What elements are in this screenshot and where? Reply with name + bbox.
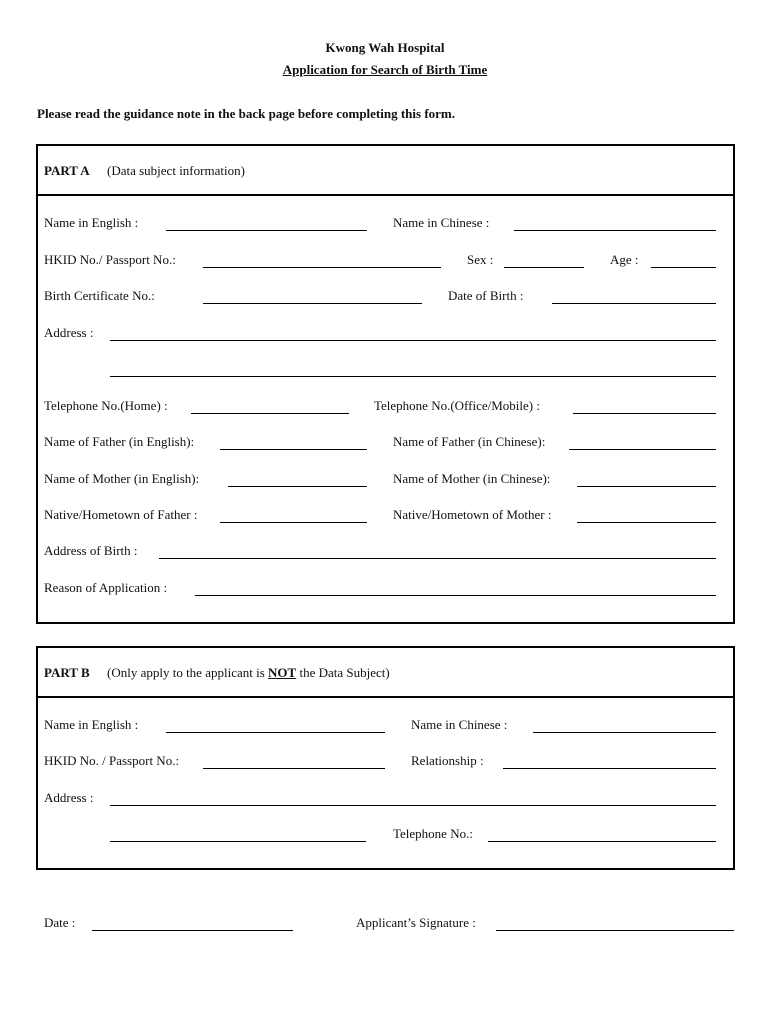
field-father-chinese[interactable]: [569, 449, 716, 450]
label-sex: Sex :: [467, 252, 494, 267]
field-name-english[interactable]: [166, 230, 367, 231]
label-hometown-father: Native/Hometown of Father :: [44, 507, 198, 522]
field-father-english[interactable]: [220, 449, 367, 450]
label-b-name-english: Name in English :: [44, 717, 139, 732]
field-hkid[interactable]: [203, 267, 441, 268]
field-address-line-2[interactable]: [110, 376, 716, 377]
field-b-relationship[interactable]: [503, 768, 716, 769]
label-b-telephone: Telephone No.:: [393, 826, 473, 841]
field-mother-english[interactable]: [228, 486, 367, 487]
part-b-subtitle-pre: (Only apply to the applicant is: [107, 665, 269, 680]
part-a-label: PART A: [44, 163, 90, 178]
field-b-address-line-1[interactable]: [110, 805, 716, 806]
label-b-relationship: Relationship :: [411, 753, 484, 768]
field-address-line-1[interactable]: [110, 340, 716, 341]
field-age[interactable]: [651, 267, 716, 268]
label-tel-home: Telephone No.(Home) :: [44, 398, 168, 413]
label-hometown-mother: Native/Hometown of Mother :: [393, 507, 552, 522]
label-father-chinese: Name of Father (in Chinese):: [393, 434, 546, 449]
field-hometown-father[interactable]: [220, 522, 367, 523]
label-date: Date :: [44, 915, 76, 930]
field-birth-cert[interactable]: [203, 303, 422, 304]
label-address: Address :: [44, 325, 94, 340]
guidance-note: Please read the guidance note in the back page before completing this form.: [37, 106, 456, 121]
field-dob[interactable]: [552, 303, 716, 304]
label-birth-address: Address of Birth :: [44, 543, 138, 558]
part-a-section: [36, 144, 735, 624]
field-date[interactable]: [92, 930, 293, 931]
field-b-name-chinese[interactable]: [533, 732, 716, 733]
label-hkid: HKID No./ Passport No.:: [44, 252, 176, 267]
label-reason: Reason of Application :: [44, 580, 168, 595]
field-b-name-english[interactable]: [166, 732, 385, 733]
field-hometown-mother[interactable]: [577, 522, 716, 523]
field-mother-chinese[interactable]: [577, 486, 716, 487]
field-reason[interactable]: [195, 595, 716, 596]
label-father-english: Name of Father (in English):: [44, 434, 195, 449]
field-b-address-line-2[interactable]: [110, 841, 366, 842]
field-b-hkid[interactable]: [203, 768, 385, 769]
form-title: [0, 63, 770, 76]
field-signature[interactable]: [496, 930, 734, 931]
field-tel-home[interactable]: [191, 413, 349, 414]
label-name-chinese: Name in Chinese :: [393, 215, 490, 230]
form-title-text: Application for Search of Birth Time: [282, 62, 488, 77]
part-b-subtitle: [107, 666, 390, 679]
label-name-english: Name in English :: [44, 215, 139, 230]
hospital-name: Kwong Wah Hospital: [325, 40, 445, 55]
label-tel-office: Telephone No.(Office/Mobile) :: [374, 398, 540, 413]
field-birth-address[interactable]: [159, 558, 716, 559]
label-b-address: Address :: [44, 790, 94, 805]
part-b-subtitle-post: the Data Subject): [296, 665, 390, 680]
label-b-name-chinese: Name in Chinese :: [411, 717, 508, 732]
field-b-telephone[interactable]: [488, 841, 716, 842]
field-tel-office[interactable]: [573, 413, 716, 414]
part-a-subtitle: (Data subject information): [107, 163, 245, 178]
part-b-subtitle-not: NOT: [268, 665, 297, 680]
label-birth-cert: Birth Certificate No.:: [44, 288, 155, 303]
label-b-hkid: HKID No. / Passport No.:: [44, 753, 180, 768]
label-age: Age :: [610, 252, 639, 267]
label-mother-chinese: Name of Mother (in Chinese):: [393, 471, 551, 486]
label-mother-english: Name of Mother (in English):: [44, 471, 200, 486]
field-sex[interactable]: [504, 267, 584, 268]
field-name-chinese[interactable]: [514, 230, 716, 231]
label-signature: Applicant’s Signature :: [356, 915, 476, 930]
part-b-label: PART B: [44, 665, 90, 680]
label-dob: Date of Birth :: [448, 288, 524, 303]
